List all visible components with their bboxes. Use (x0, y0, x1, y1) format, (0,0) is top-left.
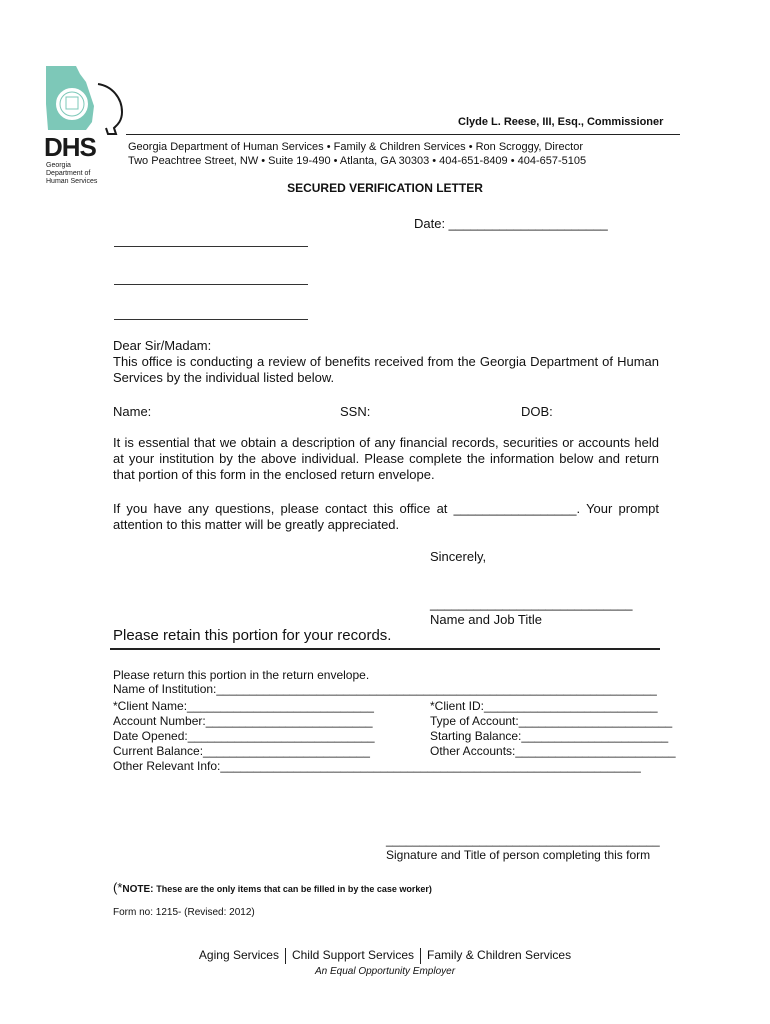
account-number-field: Account Number:_________________________ (113, 714, 373, 728)
header-divider (126, 134, 680, 135)
retain-note: Please retain this portion for your records. (113, 627, 392, 644)
letter-title: SECURED VERIFICATION LETTER (287, 181, 483, 195)
starting-balance-field: Starting Balance:______________________ (430, 729, 669, 743)
other-accounts-field: Other Accounts:________________________ (430, 744, 676, 758)
footer-divider (285, 948, 286, 964)
intro-paragraph: This office is conducting a review of benefits received from the Georgia Department of Human Services by the individual listed below. (113, 354, 659, 385)
form-number: Form no: 1215- (Revised: 2012) (113, 907, 255, 918)
note (113, 880, 432, 895)
dhs-logo (42, 64, 132, 184)
client-name-field: *Client Name:____________________________ (113, 699, 374, 713)
form-signature-label: Signature and Title of person completing this form (386, 848, 651, 862)
footer-divider (420, 948, 421, 964)
address-line-2: Two Peachtree Street, NW • Suite 19-490 • Atlanta, GA 30303 • 404-651-8409 • 404-657-5105 (128, 155, 587, 167)
recipient-line-3 (114, 319, 308, 320)
other-info-field: Other Relevant Info:_______________________________________________________________ (113, 759, 641, 773)
dob-label: DOB: (521, 404, 553, 419)
logo-subtext: Georgia Department of Human Services (46, 162, 98, 185)
date-opened-field: Date Opened:____________________________ (113, 729, 375, 743)
footer-aging: Aging Services (198, 948, 279, 963)
name-label: Name: (113, 404, 152, 419)
recipient-line-2 (114, 284, 308, 285)
note-open: (* (113, 880, 123, 895)
current-balance-field: Current Balance:_________________________ (113, 744, 370, 758)
logo-text: DHS (44, 132, 96, 162)
address-line-1: Georgia Department of Human Services • Family & Children Services • Ron Scroggy, Director (128, 141, 583, 153)
recipient-line-1 (114, 246, 308, 247)
note-bold: NOTE: (122, 884, 157, 895)
commissioner-name: Clyde L. Reese, III, Esq., Commissioner (458, 116, 664, 128)
account-type-field: Type of Account:_______________________ (430, 714, 673, 728)
form-signature-line: _________________________________________ (386, 833, 660, 847)
closing: Sincerely, (430, 549, 487, 564)
signature-line: ____________________________ (430, 596, 633, 611)
return-instruction: Please return this portion in the return envelope. (113, 668, 370, 682)
request-paragraph: It is essential that we obtain a description of any financial records, securities or accounts held at your institution by the above individual. Please complete the information below and return that portion of this form in the enclosed return envelope. (113, 435, 659, 482)
footer-eoe: An Equal Opportunity Employer (314, 966, 456, 977)
cut-divider (110, 648, 660, 650)
note-text: These are the only items that can be filled in by the case worker) (156, 884, 432, 894)
contact-paragraph: If you have any questions, please contact this office at _________________. Your prompt attention to this matter will be greatly appreciated. (113, 501, 659, 532)
date-field: Date: ______________________ (414, 216, 608, 231)
footer-family: Family & Children Services (427, 948, 572, 963)
footer-services (0, 948, 770, 964)
ssn-label: SSN: (340, 404, 371, 419)
footer-child-support: Child Support Services (291, 948, 415, 963)
signature-label: Name and Job Title (430, 612, 543, 627)
client-id-field: *Client ID:__________________________ (430, 699, 658, 713)
salutation: Dear Sir/Madam: (113, 338, 212, 353)
institution-field: Name of Institution:__________________________________________________________________ (113, 682, 657, 696)
